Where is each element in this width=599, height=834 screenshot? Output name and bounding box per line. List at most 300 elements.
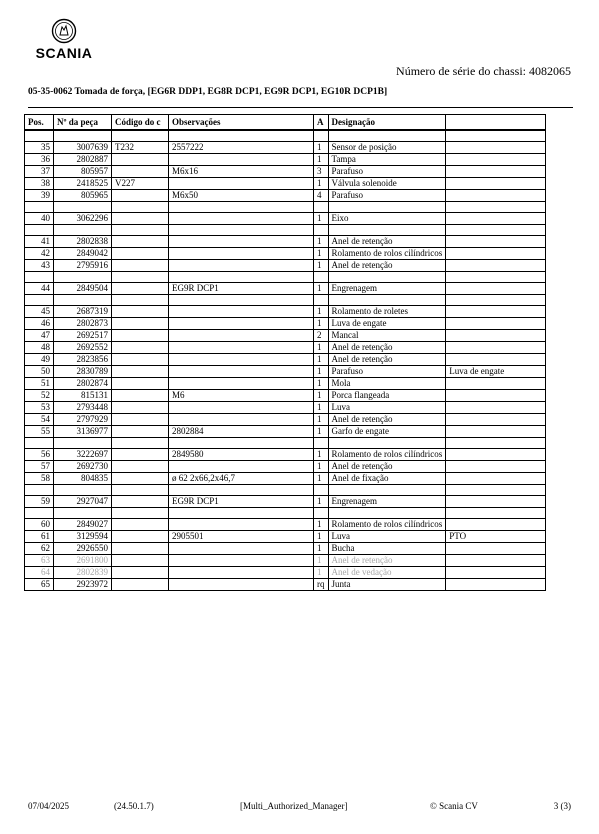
cell-observations: [169, 414, 314, 426]
cell-extra: [446, 426, 546, 438]
spacer-cell: [314, 295, 329, 306]
spacer-cell: [314, 485, 329, 496]
cell-observations: 2557222: [169, 142, 314, 154]
spacer-cell: [25, 295, 54, 306]
spacer-cell: [54, 202, 112, 213]
spacer-cell: [25, 438, 54, 449]
cell-pos: 41: [25, 236, 54, 248]
cell-extra: [446, 306, 546, 318]
spacer-cell: [328, 272, 446, 283]
spacer-cell: [314, 508, 329, 519]
cell-qty: 1: [314, 519, 329, 531]
cell-part-number: 805965: [54, 190, 112, 202]
col-header-observations: Observações: [169, 115, 314, 131]
spacer-cell: [328, 295, 446, 306]
cell-code: [112, 449, 169, 461]
cell-pos: 56: [25, 449, 54, 461]
cell-code: [112, 543, 169, 555]
cell-designation: Anel de retenção: [328, 461, 446, 473]
cell-code: T232: [112, 142, 169, 154]
cell-pos: 49: [25, 354, 54, 366]
table-row: [25, 166, 546, 178]
table-row: [25, 449, 546, 461]
spacer-cell: [169, 295, 314, 306]
spacer-cell: [328, 202, 446, 213]
table-row: [25, 390, 546, 402]
cell-qty: 1: [314, 354, 329, 366]
table-row: [25, 567, 546, 579]
table-row: [25, 248, 546, 260]
spacer-cell: [169, 438, 314, 449]
table-row: [25, 366, 546, 378]
spacer-cell: [112, 202, 169, 213]
cell-qty: 1: [314, 567, 329, 579]
spacer-row: [25, 202, 546, 213]
cell-qty: 1: [314, 414, 329, 426]
cell-part-number: 2795916: [54, 260, 112, 272]
table-row: [25, 414, 546, 426]
cell-extra: [446, 342, 546, 354]
cell-observations: [169, 154, 314, 166]
cell-pos: 54: [25, 414, 54, 426]
cell-designation: Tampa: [328, 154, 446, 166]
footer-date: 07/04/2025: [28, 801, 70, 811]
spacer-cell: [25, 272, 54, 283]
spacer-cell: [314, 225, 329, 236]
table-header-row: [25, 115, 546, 131]
cell-extra: [446, 142, 546, 154]
cell-observations: M6x16: [169, 166, 314, 178]
spacer-cell: [25, 485, 54, 496]
cell-extra: [446, 213, 546, 225]
cell-observations: [169, 178, 314, 190]
cell-pos: 37: [25, 166, 54, 178]
spacer-cell: [446, 202, 546, 213]
cell-pos: 58: [25, 473, 54, 485]
cell-observations: 2802884: [169, 426, 314, 438]
cell-part-number: 2691800: [54, 555, 112, 567]
table-row: [25, 378, 546, 390]
cell-part-number: 3129594: [54, 531, 112, 543]
cell-observations: [169, 318, 314, 330]
cell-observations: [169, 213, 314, 225]
table-row: [25, 142, 546, 154]
cell-extra: [446, 496, 546, 508]
cell-observations: [169, 555, 314, 567]
cell-qty: 1: [314, 318, 329, 330]
cell-extra: [446, 378, 546, 390]
spacer-row: [25, 295, 546, 306]
cell-designation: Rolamento de rolos cilíndricos: [328, 248, 446, 260]
cell-pos: 50: [25, 366, 54, 378]
cell-pos: 43: [25, 260, 54, 272]
cell-qty: 1: [314, 248, 329, 260]
cell-code: [112, 330, 169, 342]
cell-observations: [169, 543, 314, 555]
spacer-cell: [446, 438, 546, 449]
footer-version: (24.50.1.7): [114, 801, 154, 811]
spacer-cell: [54, 295, 112, 306]
cell-part-number: 2687319: [54, 306, 112, 318]
cell-pos: 55: [25, 426, 54, 438]
cell-observations: [169, 366, 314, 378]
cell-designation: Anel de retenção: [328, 555, 446, 567]
spacer-cell: [54, 272, 112, 283]
cell-designation: Garfo de engate: [328, 426, 446, 438]
cell-pos: 61: [25, 531, 54, 543]
cell-qty: 1: [314, 178, 329, 190]
brand-wordmark: SCANIA: [35, 45, 93, 61]
cell-code: [112, 473, 169, 485]
cell-part-number: 3007639: [54, 142, 112, 154]
cell-code: [112, 260, 169, 272]
cell-designation: Eixo: [328, 213, 446, 225]
cell-code: [112, 366, 169, 378]
cell-qty: 1: [314, 426, 329, 438]
cell-pos: 40: [25, 213, 54, 225]
cell-code: [112, 354, 169, 366]
cell-part-number: 2802838: [54, 236, 112, 248]
chassis-serial: Número de série do chassi: 4082065: [396, 64, 571, 78]
col-header-code: Código do c: [112, 115, 169, 131]
spacer-cell: [446, 225, 546, 236]
cell-pos: 36: [25, 154, 54, 166]
spacer-cell: [328, 225, 446, 236]
cell-qty: 1: [314, 402, 329, 414]
col-header-qty: A: [314, 115, 329, 131]
cell-code: [112, 555, 169, 567]
table-row: [25, 260, 546, 272]
table-row: [25, 306, 546, 318]
footer-user: [Multi_Authorized_Manager]: [240, 801, 348, 811]
spacer-cell: [112, 130, 169, 142]
cell-observations: EG9R DCP1: [169, 283, 314, 295]
cell-extra: [446, 248, 546, 260]
cell-observations: [169, 248, 314, 260]
cell-extra: [446, 519, 546, 531]
cell-part-number: 815131: [54, 390, 112, 402]
table-row: [25, 531, 546, 543]
cell-observations: [169, 519, 314, 531]
cell-qty: 1: [314, 461, 329, 473]
spacer-row: [25, 130, 546, 142]
table-row: [25, 154, 546, 166]
spacer-cell: [314, 438, 329, 449]
document-title: 05-35-0062 Tomada de força, [EG6R DDP1, EG8R DCP1, EG9R DCP1, EG10R DCP1B]: [28, 87, 388, 97]
table-row: [25, 283, 546, 295]
cell-part-number: 804835: [54, 473, 112, 485]
cell-designation: Engrenagem: [328, 283, 446, 295]
spacer-row: [25, 485, 546, 496]
footer-page-number: 3 (3): [553, 801, 571, 811]
spacer-cell: [328, 438, 446, 449]
cell-observations: 2849580: [169, 449, 314, 461]
cell-qty: 4: [314, 190, 329, 202]
cell-extra: [446, 283, 546, 295]
cell-qty: 1: [314, 473, 329, 485]
cell-part-number: 2692552: [54, 342, 112, 354]
spacer-cell: [446, 485, 546, 496]
spacer-cell: [54, 485, 112, 496]
cell-pos: 64: [25, 567, 54, 579]
table-row: [25, 579, 546, 591]
cell-extra: [446, 567, 546, 579]
cell-qty: 1: [314, 531, 329, 543]
spacer-cell: [446, 295, 546, 306]
table-row: [25, 213, 546, 225]
spacer-cell: [112, 485, 169, 496]
cell-code: V227: [112, 178, 169, 190]
spacer-cell: [112, 508, 169, 519]
cell-designation: Parafuso: [328, 166, 446, 178]
cell-observations: [169, 342, 314, 354]
cell-part-number: 2802887: [54, 154, 112, 166]
spacer-cell: [112, 438, 169, 449]
cell-part-number: 2793448: [54, 402, 112, 414]
table-row: [25, 519, 546, 531]
cell-code: [112, 519, 169, 531]
spacer-row: [25, 225, 546, 236]
cell-extra: [446, 449, 546, 461]
table-row: [25, 426, 546, 438]
cell-extra: [446, 318, 546, 330]
spacer-cell: [328, 130, 446, 142]
cell-extra: [446, 555, 546, 567]
spacer-cell: [314, 202, 329, 213]
cell-designation: Luva de engate: [328, 318, 446, 330]
cell-qty: 1: [314, 236, 329, 248]
cell-part-number: 2849042: [54, 248, 112, 260]
cell-part-number: 2802874: [54, 378, 112, 390]
cell-pos: 48: [25, 342, 54, 354]
cell-part-number: 2830789: [54, 366, 112, 378]
spacer-cell: [25, 202, 54, 213]
cell-pos: 51: [25, 378, 54, 390]
cell-extra: [446, 461, 546, 473]
cell-qty: rq: [314, 579, 329, 591]
cell-code: [112, 306, 169, 318]
cell-qty: 1: [314, 543, 329, 555]
cell-code: [112, 414, 169, 426]
cell-extra: [446, 414, 546, 426]
cell-extra: [446, 543, 546, 555]
footer-copyright: © Scania CV: [430, 801, 478, 811]
cell-code: [112, 402, 169, 414]
table-row: [25, 354, 546, 366]
header-divider: [28, 107, 573, 108]
table-row: [25, 496, 546, 508]
cell-pos: 63: [25, 555, 54, 567]
cell-pos: 52: [25, 390, 54, 402]
cell-observations: [169, 567, 314, 579]
cell-designation: Rolamento de roletes: [328, 306, 446, 318]
cell-part-number: 2849027: [54, 519, 112, 531]
cell-code: [112, 378, 169, 390]
cell-extra: [446, 402, 546, 414]
cell-part-number: 3136977: [54, 426, 112, 438]
spacer-cell: [169, 485, 314, 496]
cell-designation: Anel de retenção: [328, 260, 446, 272]
spacer-cell: [112, 272, 169, 283]
spacer-cell: [54, 508, 112, 519]
cell-designation: Junta: [328, 579, 446, 591]
cell-observations: [169, 236, 314, 248]
cell-extra: [446, 166, 546, 178]
cell-code: [112, 461, 169, 473]
cell-observations: EG9R DCP1: [169, 496, 314, 508]
cell-designation: Anel de retenção: [328, 354, 446, 366]
cell-designation: Parafuso: [328, 190, 446, 202]
table-row: [25, 543, 546, 555]
cell-designation: Bucha: [328, 543, 446, 555]
cell-qty: 1: [314, 449, 329, 461]
spacer-cell: [25, 225, 54, 236]
table-row: [25, 461, 546, 473]
cell-designation: Luva: [328, 531, 446, 543]
cell-designation: Anel de retenção: [328, 342, 446, 354]
cell-pos: 42: [25, 248, 54, 260]
table-row: [25, 330, 546, 342]
spacer-row: [25, 508, 546, 519]
cell-observations: 2905501: [169, 531, 314, 543]
cell-part-number: 2692517: [54, 330, 112, 342]
cell-code: [112, 426, 169, 438]
cell-code: [112, 318, 169, 330]
table-row: [25, 402, 546, 414]
table-row: [25, 318, 546, 330]
cell-pos: 60: [25, 519, 54, 531]
cell-code: [112, 496, 169, 508]
cell-extra: [446, 190, 546, 202]
scania-logo: [28, 18, 100, 62]
cell-extra: [446, 354, 546, 366]
table-row: [25, 236, 546, 248]
table-row: [25, 178, 546, 190]
parts-table: [24, 114, 546, 591]
spacer-cell: [112, 295, 169, 306]
spacer-cell: [169, 508, 314, 519]
cell-observations: [169, 260, 314, 272]
cell-pos: 62: [25, 543, 54, 555]
cell-extra: [446, 154, 546, 166]
cell-qty: 1: [314, 390, 329, 402]
cell-qty: 1: [314, 496, 329, 508]
spacer-cell: [169, 225, 314, 236]
cell-code: [112, 190, 169, 202]
cell-part-number: 805957: [54, 166, 112, 178]
cell-pos: 47: [25, 330, 54, 342]
cell-extra: [446, 178, 546, 190]
cell-qty: 1: [314, 260, 329, 272]
cell-observations: M6x50: [169, 190, 314, 202]
cell-designation: Anel de retenção: [328, 414, 446, 426]
cell-observations: [169, 402, 314, 414]
cell-part-number: 2802873: [54, 318, 112, 330]
col-header-part-number: Nº da peça: [54, 115, 112, 131]
cell-qty: 1: [314, 306, 329, 318]
cell-code: [112, 236, 169, 248]
cell-designation: Anel de retenção: [328, 236, 446, 248]
cell-designation: Mancal: [328, 330, 446, 342]
cell-part-number: 2926550: [54, 543, 112, 555]
cell-observations: ø 62 2x66,2x46,7: [169, 473, 314, 485]
spacer-cell: [169, 130, 314, 142]
cell-code: [112, 283, 169, 295]
cell-code: [112, 390, 169, 402]
cell-designation: Engrenagem: [328, 496, 446, 508]
cell-designation: Parafuso: [328, 366, 446, 378]
cell-part-number: 2849504: [54, 283, 112, 295]
cell-extra: [446, 330, 546, 342]
cell-extra: [446, 473, 546, 485]
cell-extra: [446, 579, 546, 591]
cell-qty: 2: [314, 330, 329, 342]
cell-extra: PTO: [446, 531, 546, 543]
cell-designation: Rolamento de rolos cilíndricos: [328, 519, 446, 531]
cell-pos: 57: [25, 461, 54, 473]
spacer-cell: [446, 130, 546, 142]
cell-pos: 35: [25, 142, 54, 154]
spacer-row: [25, 272, 546, 283]
cell-code: [112, 166, 169, 178]
spacer-cell: [446, 508, 546, 519]
cell-code: [112, 213, 169, 225]
cell-designation: Porca flangeada: [328, 390, 446, 402]
col-header-pos: Pos.: [25, 115, 54, 131]
cell-qty: 1: [314, 154, 329, 166]
cell-qty: 1: [314, 378, 329, 390]
cell-part-number: 3222697: [54, 449, 112, 461]
cell-code: [112, 342, 169, 354]
cell-pos: 53: [25, 402, 54, 414]
table-row: [25, 473, 546, 485]
cell-pos: 39: [25, 190, 54, 202]
cell-part-number: 2927047: [54, 496, 112, 508]
cell-qty: 1: [314, 342, 329, 354]
spacer-cell: [328, 485, 446, 496]
cell-part-number: 2802839: [54, 567, 112, 579]
cell-pos: 44: [25, 283, 54, 295]
cell-pos: 59: [25, 496, 54, 508]
parts-table-body: [25, 130, 546, 591]
cell-observations: [169, 378, 314, 390]
cell-designation: Sensor de posição: [328, 142, 446, 154]
spacer-cell: [54, 438, 112, 449]
cell-qty: 3: [314, 166, 329, 178]
table-row: [25, 555, 546, 567]
cell-qty: 1: [314, 283, 329, 295]
cell-part-number: 2418525: [54, 178, 112, 190]
spacer-cell: [169, 272, 314, 283]
cell-pos: 65: [25, 579, 54, 591]
cell-qty: 1: [314, 213, 329, 225]
table-row: [25, 342, 546, 354]
col-header-extra: [446, 115, 546, 131]
cell-designation: Luva: [328, 402, 446, 414]
cell-pos: 45: [25, 306, 54, 318]
cell-pos: 46: [25, 318, 54, 330]
cell-code: [112, 248, 169, 260]
spacer-cell: [169, 202, 314, 213]
cell-designation: Mola: [328, 378, 446, 390]
col-header-designation: Designação: [328, 115, 446, 131]
spacer-cell: [25, 130, 54, 142]
cell-qty: 1: [314, 555, 329, 567]
spacer-cell: [54, 225, 112, 236]
spacer-cell: [54, 130, 112, 142]
cell-observations: [169, 354, 314, 366]
cell-extra: Luva de engate: [446, 366, 546, 378]
